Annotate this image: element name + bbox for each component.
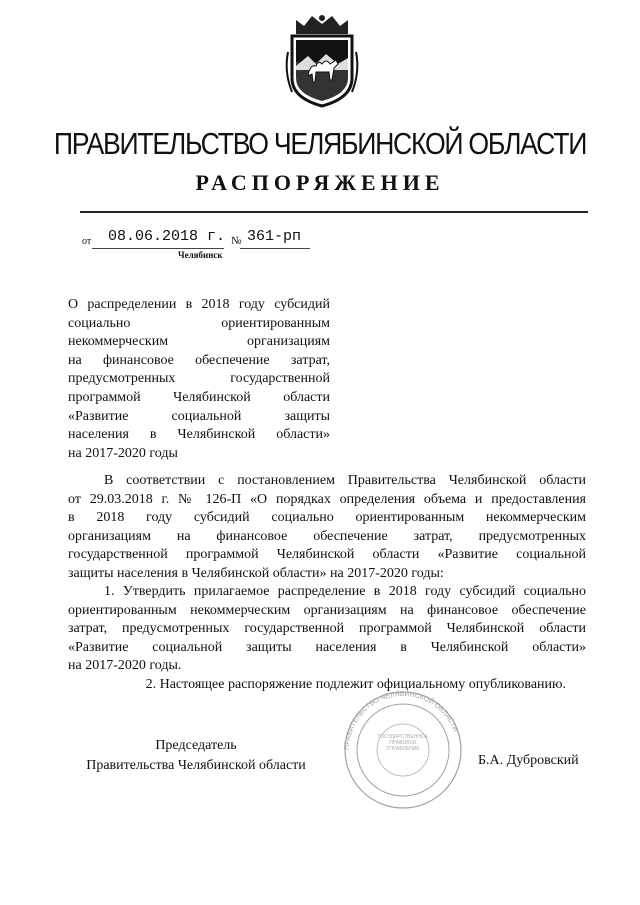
government-title: ПРАВИТЕЛЬСТВО ЧЕЛЯБИНСКОЙ ОБЛАСТИ [53, 126, 587, 161]
body-line: затрат, предусмотренных государственной программой Челябинской области [68, 621, 586, 636]
body-line: В соответствии с постановлением Правительства Челябинской области [104, 473, 586, 488]
body-line: на 2017-2020 годы. [68, 658, 182, 673]
subject-line: О распределении в 2018 году субсидий [68, 297, 330, 312]
body-line: государственной программой Челябинской области «Развитие социальной [68, 547, 586, 562]
number-underline [240, 248, 310, 249]
signatory-position-line: Правительства Челябинской области [86, 758, 306, 773]
subject-line: на 2017-2020 годы [68, 445, 178, 461]
subject-line: социально ориентированным [68, 315, 330, 331]
document-body [68, 472, 586, 694]
document-date: 08.06.2018 г. [108, 228, 226, 245]
subject-line: некоммерческим организациям [68, 334, 330, 350]
body-line: организациям на финансовое обеспечение затрат, предусмотренных [68, 528, 586, 544]
subject-line: предусмотренных государственной [68, 371, 330, 387]
signatory-position-line: Председатель [155, 738, 237, 753]
subject-line: населения в Челябинской области» [68, 427, 330, 443]
stamp-inner-text: ГОСУДАРСТВЕННОЕ ПРАВОВОЕ УПРАВЛЕНИЕ [377, 734, 429, 752]
signatory-name: Б.А. Дубровский [478, 753, 579, 768]
signatory-position [76, 736, 316, 776]
city-label: Челябинск [178, 250, 223, 260]
document-type-title: РАСПОРЯЖЕНИЕ [195, 170, 445, 195]
body-line: в 2018 году субсидий социально ориентированным некоммерческим [68, 510, 586, 525]
official-stamp [333, 690, 473, 810]
body-line: от 29.03.2018 г. № 126-П «О порядках определения объема и предоставления [68, 491, 586, 507]
body-line: 1. Утвердить прилагаемое распределение в 2018 году субсидий социально [104, 584, 586, 599]
date-prefix-label: от [82, 236, 92, 247]
subject-line: «Развитие социальной защиты [68, 408, 330, 424]
document-number: 361-рп [247, 228, 302, 245]
date-underline [92, 248, 224, 249]
subject-line: программой Челябинской области [68, 389, 330, 405]
body-line: «Развитие социальной защиты населения в Челябинской области» [68, 639, 586, 655]
body-line: защиты населения в Челябинской области» на 2017-2020 годы: [68, 565, 444, 581]
stamp-outer-text: ПРАВИТЕЛЬСТВО ЧЕЛЯБИНСКОЙ ОБЛАСТИ [343, 690, 459, 751]
header-divider [80, 211, 588, 213]
number-label: № [231, 235, 242, 247]
body-line: 2. Настоящее распоряжение подлежит официальному опубликованию. [145, 676, 566, 692]
document-subject [68, 296, 330, 463]
subject-line: на финансовое обеспечение затрат, [68, 352, 330, 368]
body-line: ориентированным некоммерческим организациям на финансовое обеспечение [68, 602, 586, 618]
coat-of-arms-emblem [282, 12, 362, 110]
